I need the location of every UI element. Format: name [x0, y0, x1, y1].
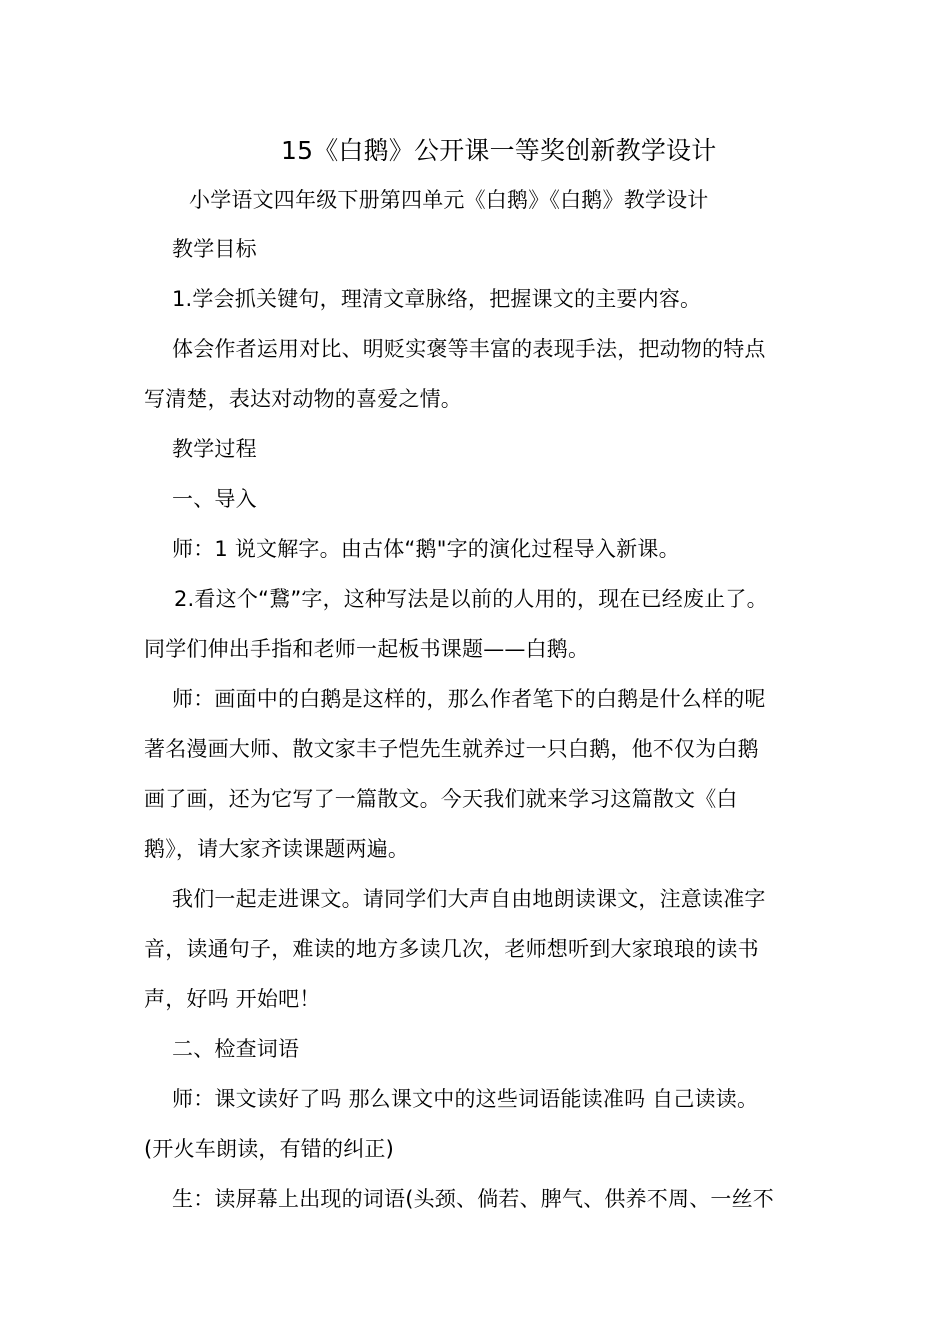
section-heading: 一、导入 [172, 487, 257, 511]
section-heading: 教学过程 [172, 437, 257, 461]
paragraph-line: 2.看这个“鵞”字，这种写法是以前的人用的，现在已经废止了。 [174, 587, 768, 611]
paragraph-line: 我们一起走进课文。请同学们大声自由地朗读课文，注意读准字 [172, 887, 766, 911]
paragraph-line: 音，读通句子，难读的地方多读几次，老师想听到大家琅琅的读书 [144, 937, 759, 961]
paragraph-line: 师：课文读好了吗 那么课文中的这些词语能读准吗 自己读读。 [172, 1087, 759, 1111]
paragraph-line: 声，好吗 开始吧！ [144, 987, 321, 1011]
paragraph-line: 体会作者运用对比、明贬实褒等丰富的表现手法，把动物的特点 [172, 337, 766, 361]
paragraph-line: 鹅》，请大家齐读课题两遍。 [144, 837, 410, 861]
paragraph-line: 著名漫画大师、散文家丰子恺先生就养过一只白鹅，他不仅为白鹅 [144, 737, 759, 761]
section-heading: 二、检查词语 [172, 1037, 300, 1061]
paragraph-line: 师：1 说文解字。由古体“鹅"字的演化过程导入新课。 [172, 537, 680, 561]
paragraph-line: 1.学会抓关键句，理清文章脉络，把握课文的主要内容。 [172, 287, 702, 311]
paragraph-line: 师：画面中的白鹅是这样的，那么作者笔下的白鹅是什么样的呢 [172, 687, 766, 711]
section-heading: 教学目标 [172, 237, 257, 261]
paragraph-line: 写清楚，表达对动物的喜爱之情。 [144, 387, 462, 411]
paragraph-line: 生：读屏幕上出现的词语(头颈、倘若、脾气、供养不周、一丝不 [172, 1187, 774, 1211]
paragraph-line: (开火车朗读，有错的纠正) [144, 1137, 394, 1161]
paragraph-line: 画了画，还为它写了一篇散文。今天我们就来学习这篇散文《白 [144, 787, 738, 811]
document-title: 15《白鹅》公开课一等奖创新教学设计 [281, 136, 717, 165]
document-subtitle: 小学语文四年级下册第四单元《白鹅》《白鹅》教学设计 [189, 188, 709, 212]
paragraph-line: 同学们伸出手指和老师一起板书课题——白鹅。 [144, 637, 590, 661]
